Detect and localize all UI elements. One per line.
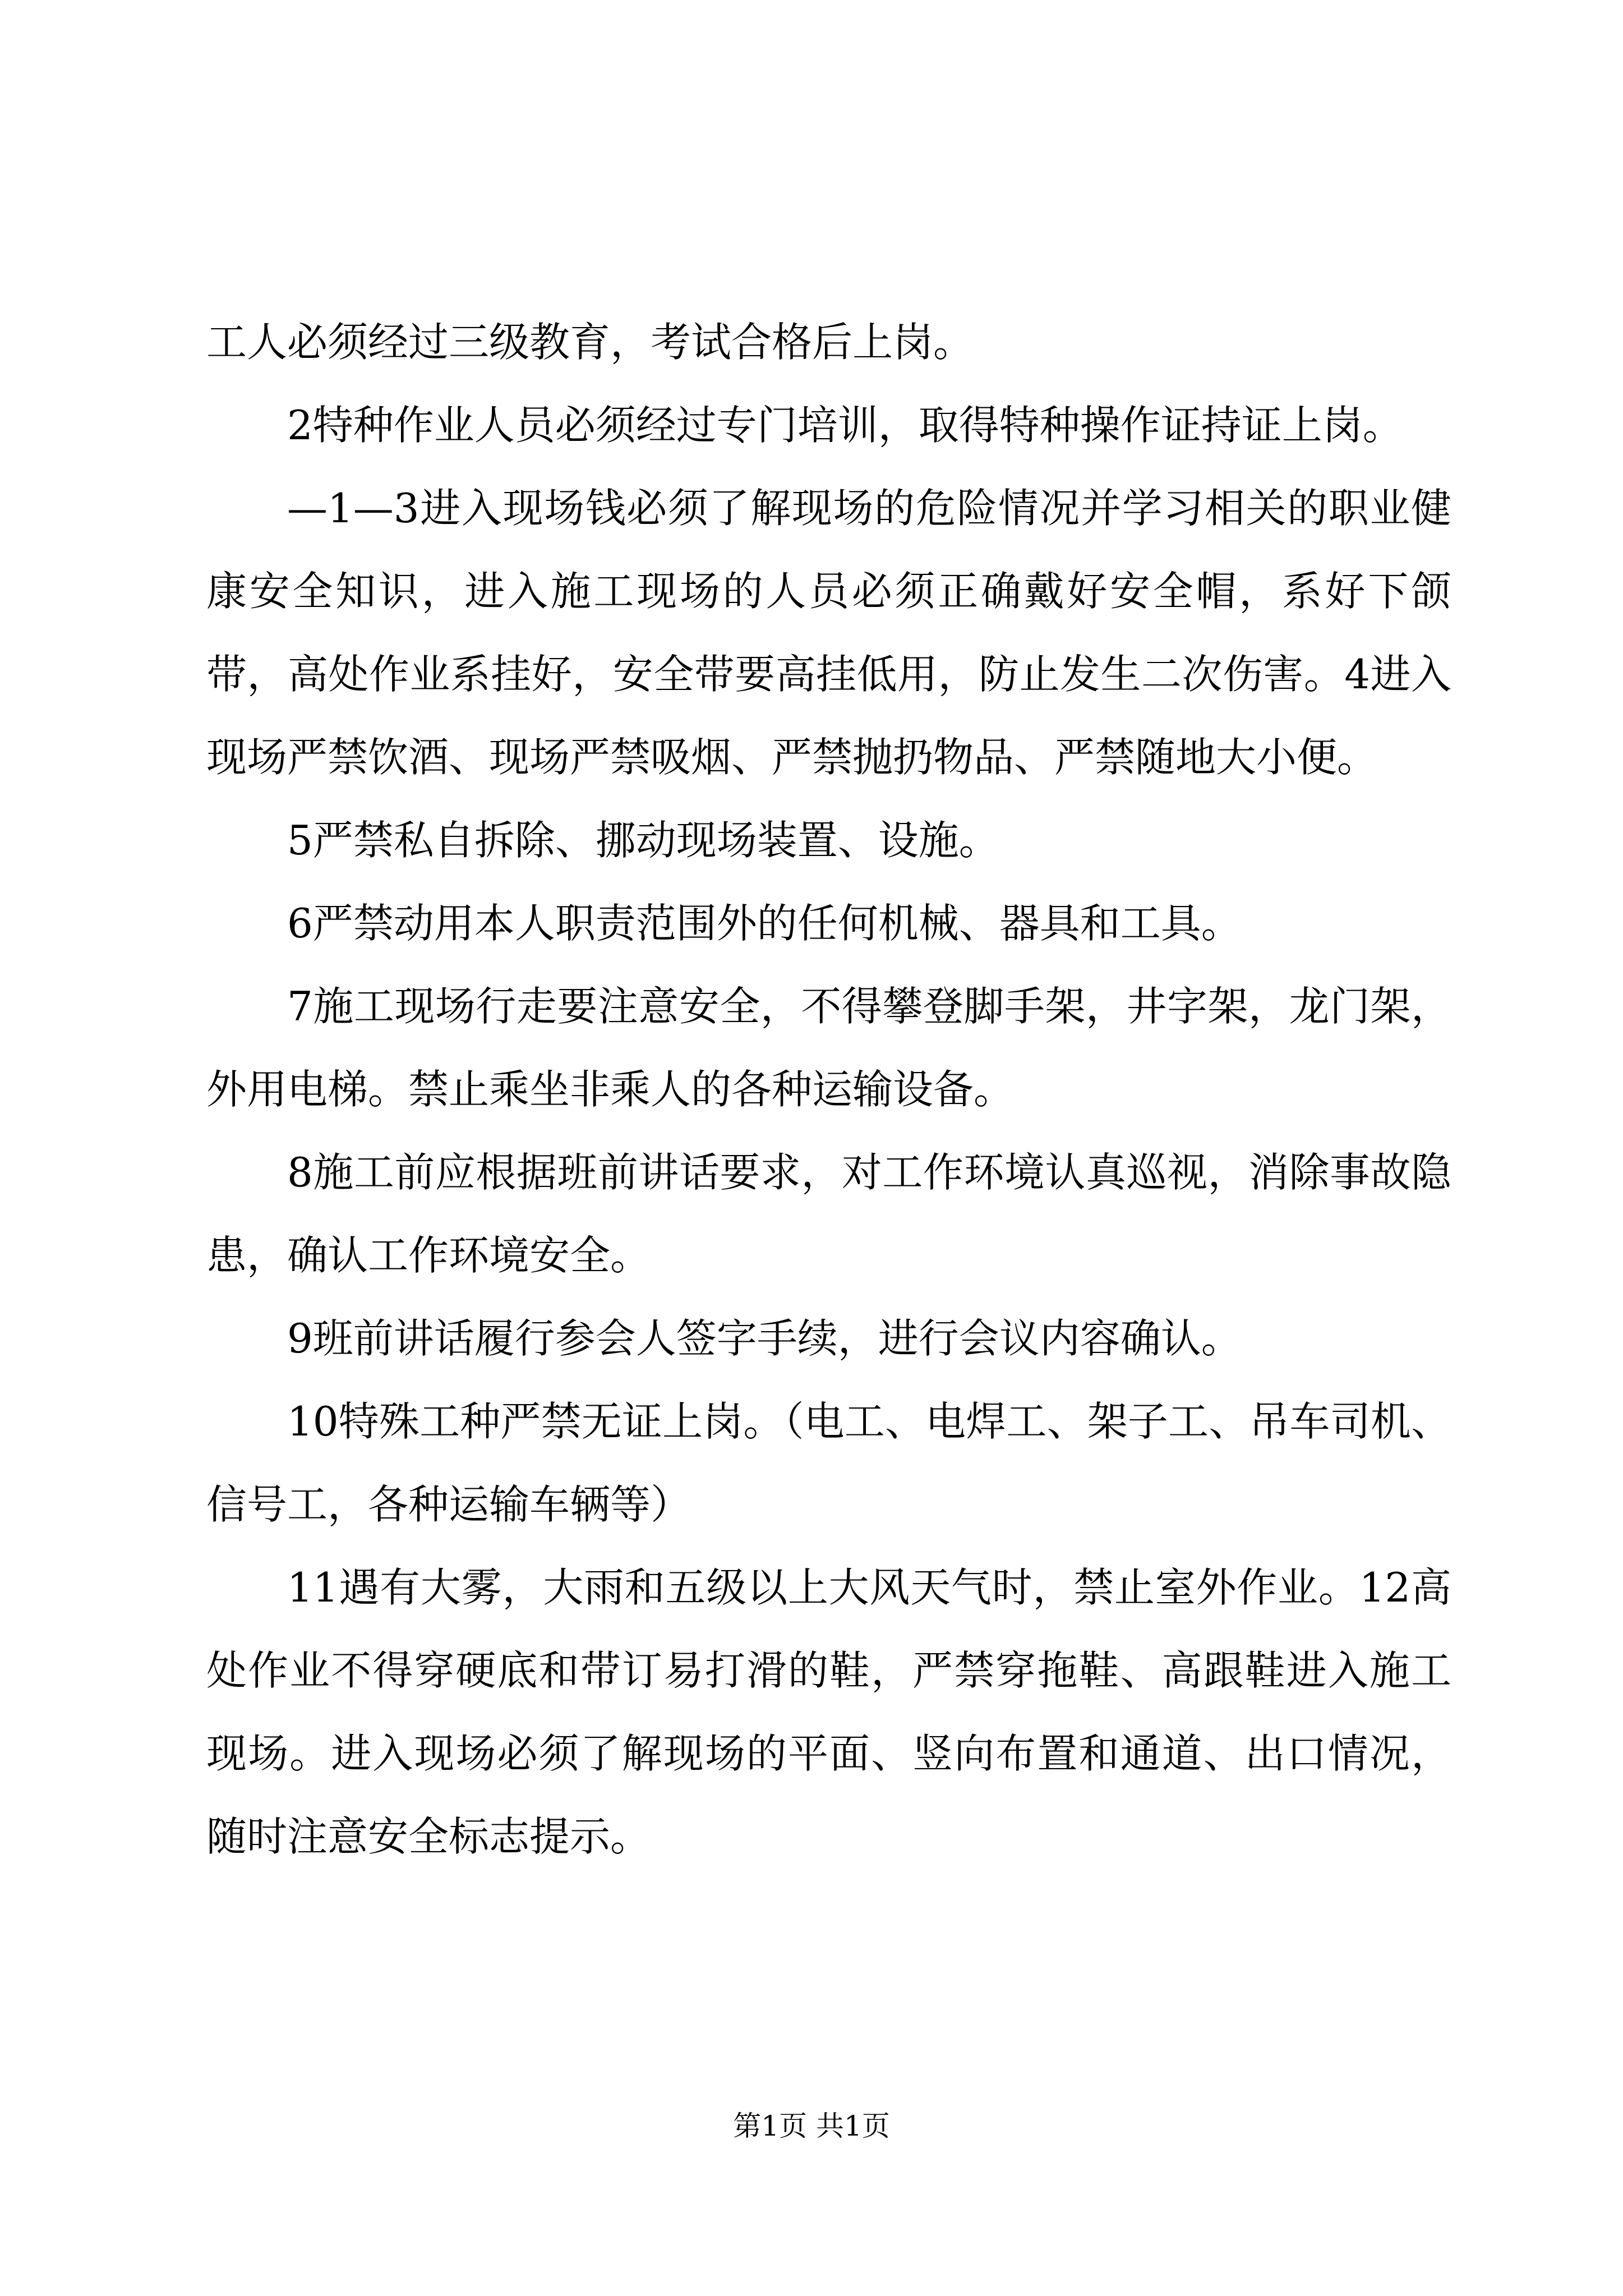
paragraph: 8施工前应根据班前讲话要求，对工作环境认真巡视，消除事故隐患，确认工作环境安全。: [206, 1149, 1451, 1279]
paragraph: —1—3进入现场钱必须了解现场的危险情况并学习相关的职业健康安全知识，进入施工现场的人员必须正确戴好安全帽，系好下颌带，高处作业系挂好，安全带要高挂低用，防止发生二次伤害。4进入现场严禁饮酒、现场严禁吸烟、严禁抛扔物品、严禁随地大小便。: [206, 485, 1451, 781]
paragraph: 2特种作业人员必须经过专门培训，取得特种操作证持证上岗。: [287, 402, 1403, 449]
paragraph: 6严禁动用本人职责范围外的任何机械、器具和工具。: [287, 900, 1242, 947]
paragraph: 5严禁私自拆除、挪动现场装置、设施。: [287, 817, 999, 864]
paragraph: 工人必须经过三级教育，考试合格后上岗。: [206, 319, 974, 366]
paragraph: 7施工现场行走要注意安全，不得攀登脚手架，井字架，龙门架，外用电梯。禁止乘坐非乘人的各种运输设备。: [206, 983, 1451, 1113]
paragraph: 11遇有大雾，大雨和五级以上大风天气时，禁止室外作业。12高处作业不得穿硬底和带订易打滑的鞋，严禁穿拖鞋、高跟鞋进入施工现场。进入现场必须了解现场的平面、竖向布置和通道、出口情况，随时注意安全标志提示。: [206, 1564, 1451, 1860]
paragraph: 10特殊工种严禁无证上岗。（电工、电焊工、架子工、吊车司机、信号工，各种运输车辆等）: [206, 1398, 1451, 1528]
page-footer: 第1页 共1页: [733, 2110, 890, 2142]
document-body: [206, 301, 1451, 1878]
paragraph: 9班前讲话履行参会人签字手续，进行会议内容确认。: [287, 1315, 1242, 1362]
